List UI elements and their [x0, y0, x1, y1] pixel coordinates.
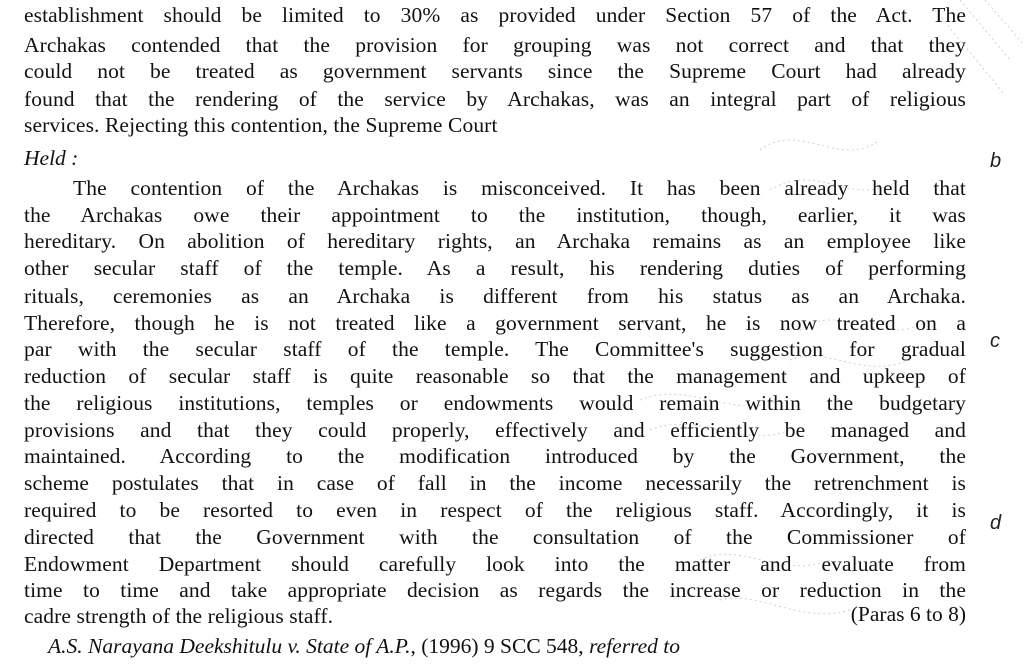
held-line-7: par with the secular staff of the temple. The Committee's suggestion for gradual [24, 337, 966, 361]
body-line-2: Archakas contended that the provision for grouping was not correct and that they [24, 33, 966, 57]
held-line-11: maintained. According to the modification introduced by the Government, the [24, 444, 966, 468]
held-line-2: the Archakas owe their appointment to the institution, though, earlier, it was [24, 203, 966, 227]
held-line-9: the religious institutions, temples or endowments would remain within the budgetary [24, 391, 966, 415]
body-line-1: establishment should be limited to 30% as provided under Section 57 of the Act. The [24, 3, 966, 27]
paras-reference: (Paras 6 to 8) [850, 602, 966, 626]
held-line-6: Therefore, though he is not treated like a government servant, he is now treated on a [24, 311, 966, 335]
margin-letter-d: d [990, 512, 1002, 534]
body-line-5: services. Rejecting this contention, the Supreme Court [24, 113, 498, 137]
citation-treatment: referred to [589, 634, 681, 658]
margin-letter-c: c [990, 330, 1000, 352]
held-line-1: The contention of the Archakas is misconceived. It has been already held that [73, 176, 966, 200]
body-line-4: found that the rendering of the service by Archakas, was an integral part of religious [24, 87, 966, 111]
held-line-15: Endowment Department should carefully look into the matter and evaluate from [24, 552, 966, 576]
held-label: Held : [24, 146, 79, 170]
margin-letter-b: b [990, 150, 1002, 172]
held-line-3: hereditary. On abolition of hereditary rights, an Archaka remains as an employee like [24, 229, 966, 253]
held-line-8: reduction of secular staff is quite reasonable so that the management and upkeep of [24, 364, 966, 388]
held-line-12: scheme postulates that in case of fall in the income necessarily the retrenchment is [24, 471, 966, 495]
held-line-10: provisions and that they could properly, effectively and efficiently be managed and [24, 418, 966, 442]
held-line-14: directed that the Government with the consultation of the Commissioner of [24, 525, 966, 549]
held-line-4: other secular staff of the temple. As a result, his rendering duties of performing [24, 256, 966, 280]
citation-case-name: A.S. Narayana Deekshitulu v. State of A.P. [48, 634, 411, 658]
body-line-3: could not be treated as government servants since the Supreme Court had already [24, 59, 966, 83]
held-line-5: rituals, ceremonies as an Archaka is different from his status as an Archaka. [24, 284, 966, 308]
citation-reference: , (1996) 9 SCC 548, [410, 634, 590, 658]
held-line-17: cadre strength of the religious staff. [24, 604, 334, 628]
held-line-16: time to time and take appropriate decision as regards the increase or reduction in the [24, 578, 966, 602]
case-citation [48, 634, 680, 659]
held-line-13: required to be resorted to even in respect of the religious staff. Accordingly, it is [24, 498, 966, 522]
